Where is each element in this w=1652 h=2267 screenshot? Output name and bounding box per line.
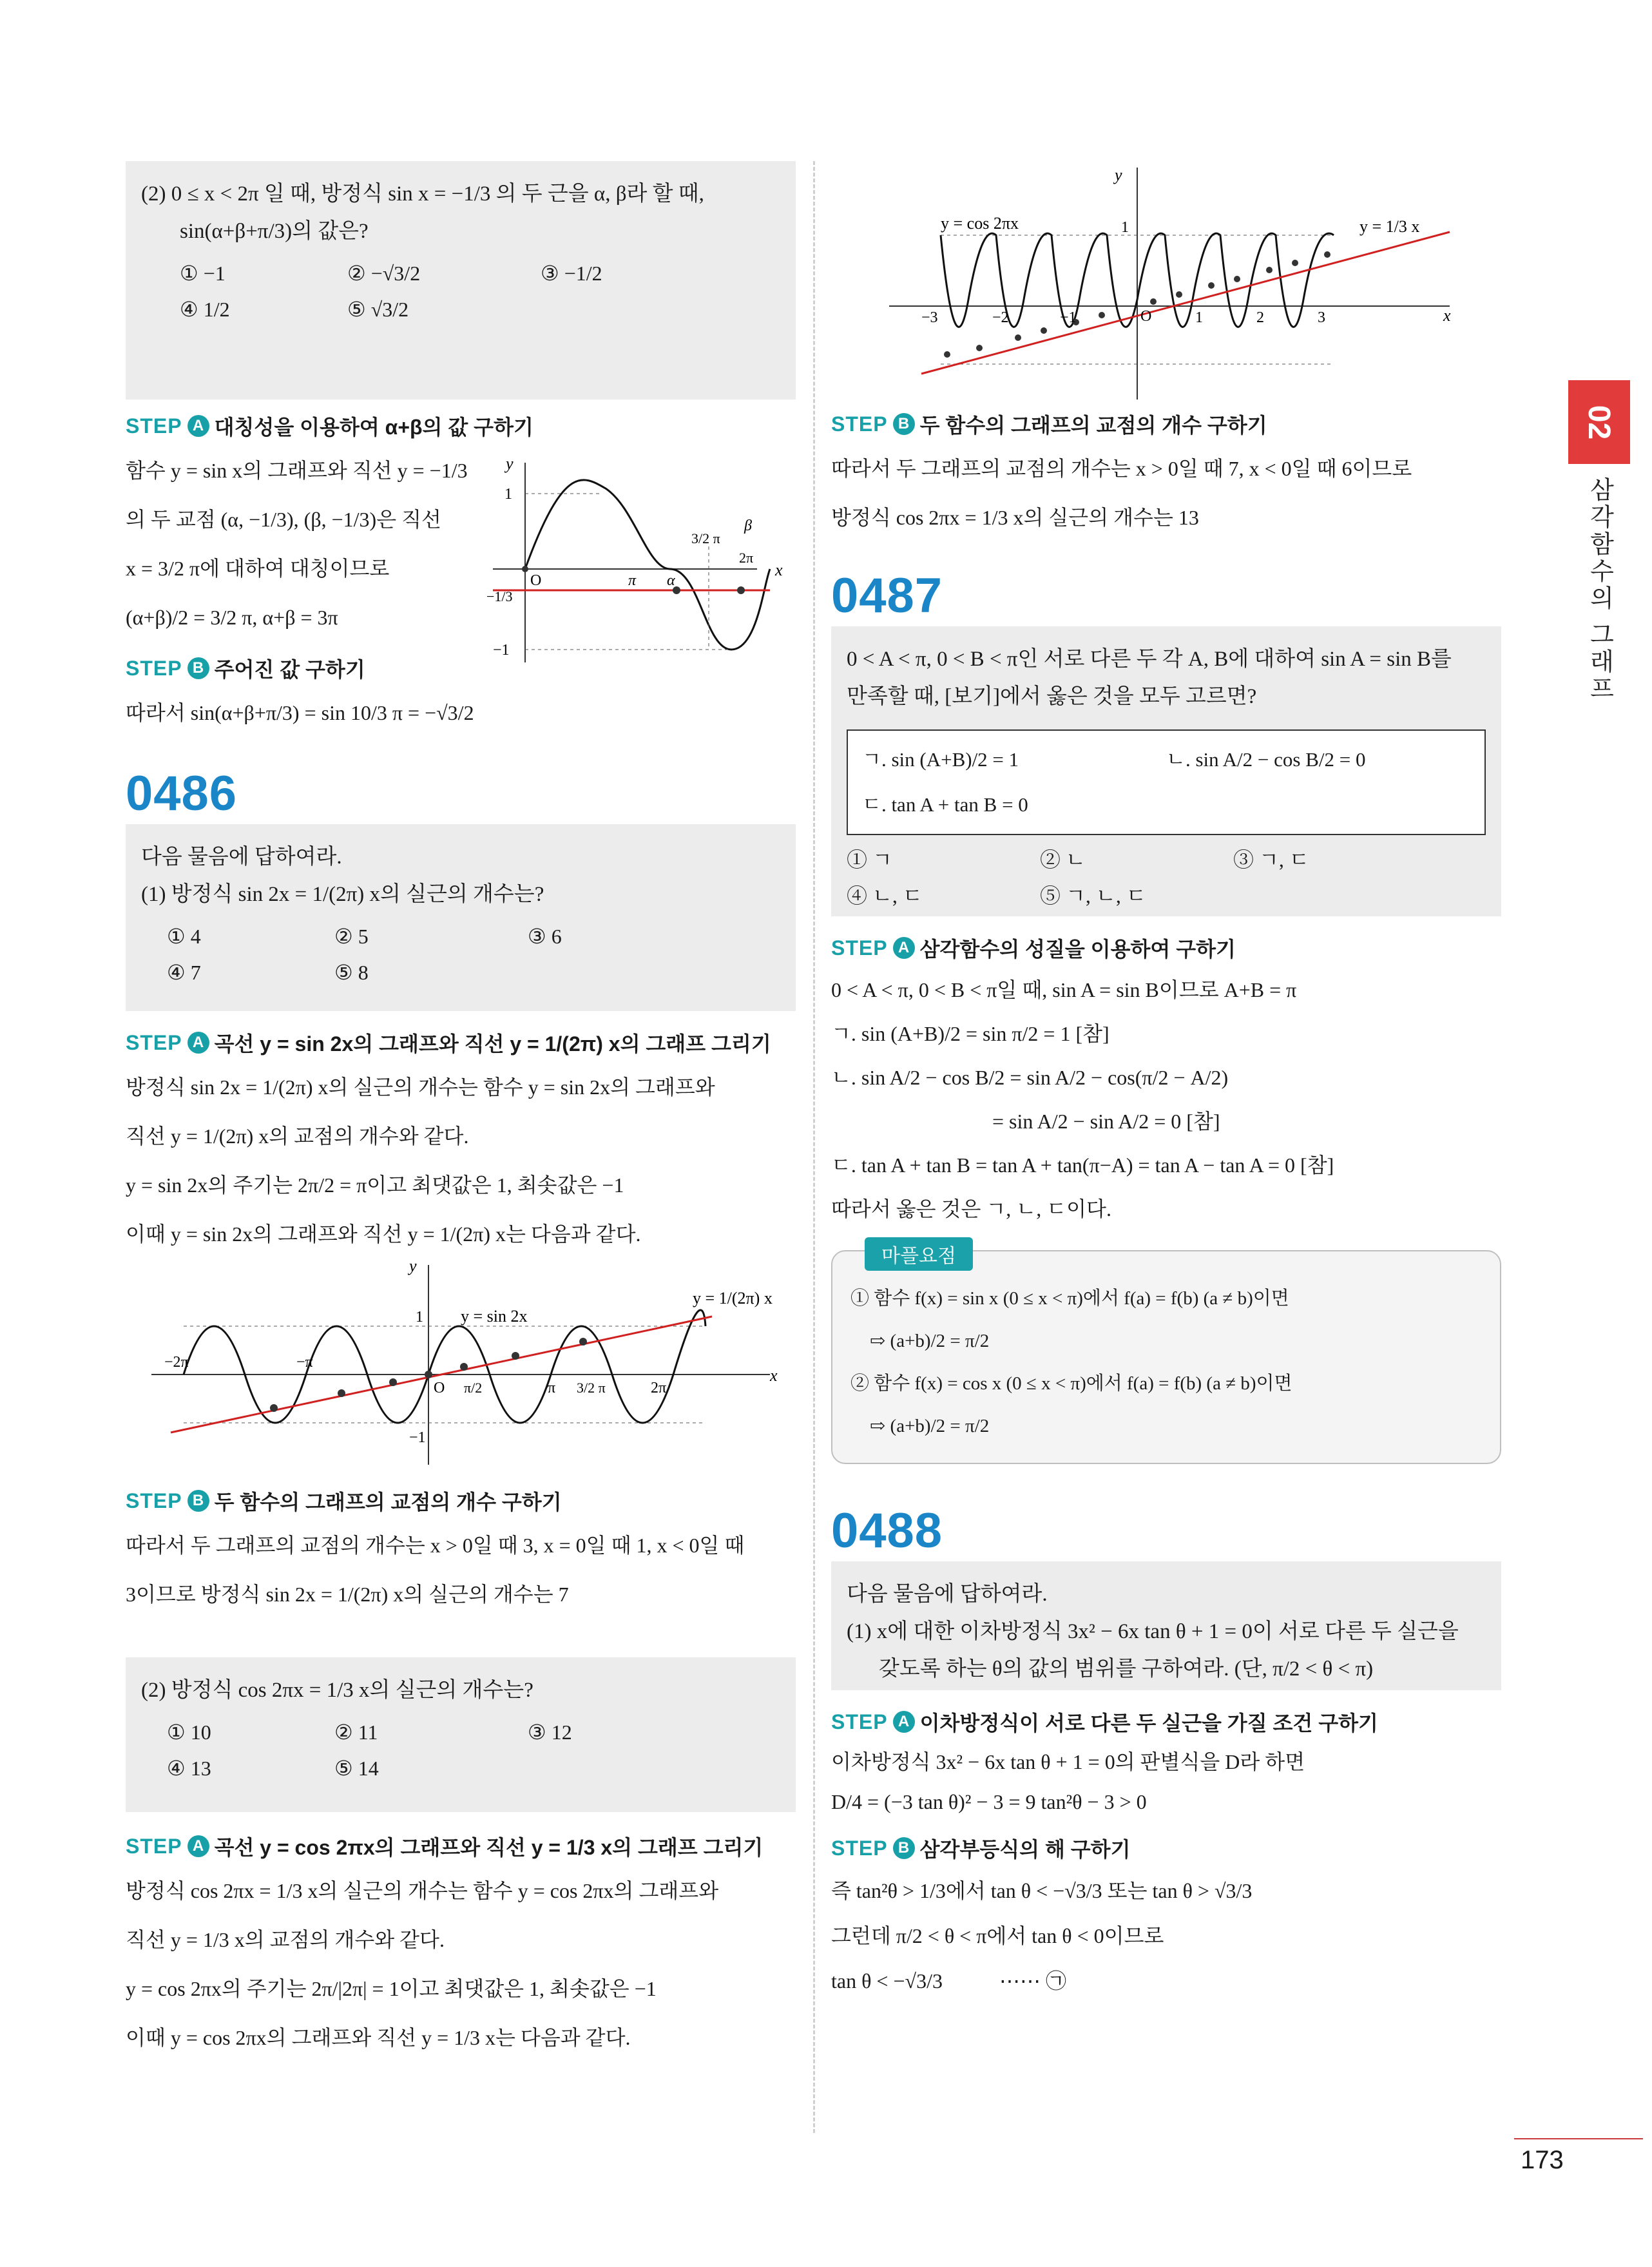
- line-label: y = 1/(2π) x: [693, 1289, 773, 1307]
- choice-1: ① ㄱ: [847, 848, 892, 871]
- solution-line: 방정식 cos 2πx = 1/3 x의 실근의 개수는 함수 y = cos 2πx의 그래프와: [126, 1879, 719, 1902]
- choice-5: ⑤ 8: [334, 961, 369, 984]
- solution-line: 그런데 π/2 < θ < π에서 tan θ < 0이므로: [831, 1924, 1164, 1947]
- curve-label: y = sin 2x: [461, 1307, 528, 1326]
- step-b-heading: [126, 1486, 796, 1516]
- tick-label: 2π: [651, 1380, 667, 1396]
- bogi-row: [862, 737, 1470, 782]
- tick-label: π: [548, 1380, 556, 1396]
- solution-line: 따라서 sin(α+β+π/3) = sin 10/3 π = −√3/2: [126, 701, 474, 724]
- step-a-heading: [831, 1707, 1501, 1737]
- problem-number: 0487: [831, 568, 943, 623]
- question-stem: (2) 0 ≤ x < 2π 일 때, 방정식 sin x = −1/3 의 두 근을 α, β라 할 때,: [141, 182, 704, 206]
- solution-0485-2: [126, 411, 796, 746]
- step-a-heading: [126, 411, 796, 441]
- step-title: 곡선 y = sin 2x의 그래프와 직선 y = 1/(2π) x의 그래프 그리기: [214, 1032, 771, 1056]
- question-stem: (1) 방정식 sin 2x = 1/(2π) x의 실근의 개수는?: [141, 883, 544, 906]
- problem-number: 0488: [831, 1503, 943, 1558]
- line-label: y = 1/3 x: [1359, 217, 1420, 236]
- step-label: STEP: [126, 1489, 182, 1512]
- solution-line: x = 3/2 π에 대하여 대칭이므로: [126, 557, 390, 580]
- tick-label: 3/2 π: [691, 530, 720, 546]
- tick-label: −2π: [164, 1354, 189, 1371]
- intro: 다음 물음에 답하여라.: [847, 1583, 1048, 1606]
- tick-label: π/2: [464, 1380, 483, 1396]
- choice-1: ① 4: [167, 925, 201, 948]
- tick-label: 1: [1195, 309, 1203, 326]
- tick-label: 1: [1121, 219, 1129, 236]
- choice-5: ⑤ 14: [334, 1757, 379, 1780]
- tick-label: −1: [409, 1429, 426, 1446]
- step-title: 삼각부등식의 해 구하기: [919, 1838, 1131, 1861]
- tick-label: 2π: [739, 550, 754, 566]
- step-b-heading: [831, 409, 1501, 439]
- solution-line: 의 두 교점 (α, −1/3), (β, −1/3)은 직선: [126, 508, 441, 531]
- solution-line: (α+β)/2 = 3/2 π, α+β = 3π: [126, 606, 338, 629]
- step-label: STEP: [126, 414, 182, 438]
- solution-line: 이차방정식 3x² − 6x tan θ + 1 = 0의 판별식을 D라 하면: [831, 1750, 1305, 1773]
- choice-1: ① 10: [167, 1721, 211, 1744]
- step-label: STEP: [126, 1834, 182, 1858]
- step-badge: B: [187, 1490, 209, 1512]
- step-badge: A: [893, 937, 915, 959]
- step-badge: A: [187, 1032, 209, 1054]
- step-label: STEP: [831, 1710, 888, 1733]
- solution-line: 즉 tan²θ > 1/3에서 tan θ < −√3/3 또는 tan θ > √3/3: [831, 1879, 1253, 1902]
- axis-label-x: x: [1443, 306, 1451, 325]
- choice-2: ② ㄴ: [1040, 848, 1086, 871]
- point-label: α: [667, 572, 675, 589]
- chapter-title: 삼각함수의 그래프: [1586, 477, 1613, 703]
- step-b-heading: [831, 1833, 1501, 1863]
- choice-2: ② 5: [334, 925, 369, 948]
- step-label: STEP: [126, 656, 182, 680]
- tick-label: 3: [1318, 309, 1325, 326]
- axis-label-x: x: [775, 561, 783, 579]
- solution-line: 따라서 두 그래프의 교점의 개수는 x > 0일 때 3, x = 0일 때 1, x < 0일 때: [126, 1534, 745, 1557]
- solution-line: 따라서 옳은 것은 ㄱ, ㄴ, ㄷ이다.: [831, 1197, 1111, 1220]
- question-stem: (2) 방정식 cos 2πx = 1/3 x의 실근의 개수는?: [141, 1679, 533, 1702]
- solution-line: 직선 y = 1/3 x의 교점의 개수와 같다.: [126, 1928, 445, 1951]
- bogi-item-3: ㄷ. tan A + tan B = 0: [862, 793, 1028, 816]
- tick-label: −1/3: [486, 588, 513, 604]
- origin-label: O: [434, 1380, 445, 1396]
- solution-line: 직선 y = 1/(2π) x의 교점의 개수와 같다.: [126, 1124, 469, 1148]
- bogi-item-2: ㄴ. sin A/2 − cos B/2 = 0: [1166, 748, 1366, 771]
- step-label: STEP: [831, 1836, 888, 1860]
- step-title: 두 함수의 그래프의 교점의 개수 구하기: [214, 1490, 562, 1514]
- solution-line: D/4 = (−3 tan θ)² − 3 = 9 tan²θ − 3 > 0: [831, 1790, 1147, 1813]
- tick-label: 2: [1256, 309, 1264, 326]
- choice-3: ③ 6: [528, 925, 562, 948]
- sine-graph-figure: [486, 456, 783, 669]
- step-label: STEP: [831, 412, 888, 436]
- intro: 다음 물음에 답하여라.: [141, 845, 342, 869]
- solution-line: = sin A/2 − sin A/2 = 0 [참]: [992, 1110, 1220, 1133]
- step-title: 두 함수의 그래프의 교점의 개수 구하기: [919, 414, 1267, 437]
- step-title: 삼각함수의 성질을 이용하여 구하기: [919, 938, 1236, 961]
- tick-label: −π: [296, 1354, 313, 1371]
- axis-label-y: y: [409, 1259, 417, 1275]
- tick-label: −1: [493, 642, 510, 659]
- bogi-row: [862, 782, 1470, 827]
- step-a-heading: [126, 1028, 796, 1057]
- solution-line: y = cos 2πx의 주기는 2π/|2π| = 1이고 최댓값은 1, 최솟값은 −1: [126, 1977, 657, 2000]
- solution-line: ㄱ. sin (A+B)/2 = sin π/2 = 1 [참]: [831, 1022, 1109, 1045]
- choice-list: [847, 842, 1486, 914]
- tick-label: −2: [992, 309, 1009, 326]
- step-title: 이차방정식이 서로 다른 두 실근을 가질 조건 구하기: [919, 1712, 1378, 1735]
- step-title: 곡선 y = cos 2πx의 그래프와 직선 y = 1/3 x의 그래프 그리기: [214, 1836, 764, 1859]
- choice-4: ④ 1/2: [180, 298, 230, 321]
- tick-label: π: [628, 572, 637, 589]
- choice-4: ④ ㄴ, ㄷ: [847, 884, 923, 907]
- left-column: [126, 161, 796, 2062]
- solution-line: tan θ < −√3/3 ⋯⋯ ㉠: [831, 1969, 1066, 1992]
- solution-line: 방정식 sin 2x = 1/(2π) x의 실근의 개수는 함수 y = sin 2x의 그래프와: [126, 1076, 715, 1099]
- solution-line: 이때 y = cos 2πx의 그래프와 직선 y = 1/3 x는 다음과 같다.: [126, 2026, 631, 2049]
- choice-5: ⑤ √3/2: [347, 298, 409, 321]
- choice-3: ③ −1/2: [541, 262, 602, 285]
- chapter-number: 02: [1582, 405, 1617, 439]
- curve-label: y = cos 2πx: [941, 214, 1019, 233]
- column-divider: [813, 161, 815, 2133]
- question-box-0485-2: [126, 161, 796, 400]
- choice-5: ⑤ ㄱ, ㄴ, ㄷ: [1040, 884, 1146, 907]
- solution-line: 따라서 두 그래프의 교점의 개수는 x > 0일 때 7, x < 0일 때 6이므로: [831, 457, 1412, 480]
- question-stem-2: 만족할 때, [보기]에서 옳은 것을 모두 고르면?: [847, 685, 1257, 708]
- step-badge: A: [187, 415, 209, 437]
- question-box-0486-2: [126, 1657, 796, 1812]
- axis-label-y: y: [1115, 166, 1122, 184]
- chapter-tab: [1568, 380, 1630, 464]
- question-stem: 0 < A < π, 0 < B < π인 서로 다른 두 각 A, B에 대하여 sin A = sin B를: [847, 648, 1452, 671]
- solution-line: ㄴ. sin A/2 − cos B/2 = sin A/2 − cos(π/2 − A/2): [831, 1066, 1229, 1089]
- solution-line: ㄷ. tan A + tan B = tan A + tan(π−A) = tan A − tan A = 0 [참]: [831, 1153, 1334, 1177]
- question-stem-2: 갖도록 하는 θ의 값의 범위를 구하여라. (단, π/2 < θ < π): [879, 1657, 1374, 1681]
- step-title: 대칭성을 이용하여 α+β의 값 구하기: [214, 416, 533, 439]
- question-box-0486-1: [126, 824, 796, 1011]
- key-point-box: [831, 1246, 1501, 1464]
- choice-2: ② 11: [334, 1721, 378, 1744]
- choice-3: ③ 12: [528, 1721, 572, 1744]
- choice-list: [141, 1714, 780, 1786]
- key-point-line: ⇨ (a+b)/2 = π/2: [870, 1416, 990, 1436]
- choice-list: [141, 918, 780, 990]
- origin-label: O: [530, 572, 542, 589]
- step-badge: A: [893, 1711, 915, 1733]
- tick-label: 3/2 π: [577, 1380, 606, 1396]
- solution-line: 이때 y = sin 2x의 그래프와 직선 y = 1/(2π) x는 다음과 같다.: [126, 1222, 641, 1246]
- step-badge: B: [187, 657, 209, 679]
- page-number: 173: [1521, 2146, 1564, 2174]
- tick-label: −1: [1060, 309, 1077, 326]
- choice-4: ④ 13: [167, 1757, 211, 1780]
- sin2x-graph-figure: [126, 1259, 796, 1471]
- choice-2: ② −√3/2: [347, 262, 421, 285]
- tick-label: 1: [416, 1309, 423, 1326]
- axis-label-y: y: [506, 456, 514, 473]
- solution-line: 0 < A < π, 0 < B < π일 때, sin A = sin B이므로 A+B = π: [831, 978, 1297, 1001]
- question-stem-2: sin(α+β+π/3)의 값은?: [180, 220, 369, 243]
- solution-line: y = sin 2x의 주기는 2π/2 = π이고 최댓값은 1, 최솟값은 −1: [126, 1173, 624, 1197]
- cos2pix-graph-figure: [831, 161, 1501, 406]
- solution-line: 방정식 cos 2πx = 1/3 x의 실근의 개수는 13: [831, 506, 1199, 529]
- problem-number: 0486: [126, 766, 238, 821]
- question-stem: (1) x에 대한 이차방정식 3x² − 6x tan θ + 1 = 0이 서로 다른 두 실근을: [847, 1620, 1459, 1643]
- step-title: 주어진 값 구하기: [214, 658, 365, 681]
- origin-label: O: [1140, 308, 1152, 325]
- solution-line: 3이므로 방정식 sin 2x = 1/(2π) x의 실근의 개수는 7: [126, 1583, 569, 1606]
- bogi-item-1: ㄱ. sin (A+B)/2 = 1: [862, 748, 1019, 771]
- step-badge: B: [893, 413, 915, 435]
- key-point-line: ① 함수 f(x) = sin x (0 ≤ x < π)에서 f(a) = f(b) (a ≠ b)이면: [850, 1288, 1289, 1309]
- right-column: [831, 161, 1501, 2003]
- point-label: β: [744, 517, 752, 534]
- key-point-tag: 마플요점: [865, 1237, 973, 1271]
- key-point-line: ② 함수 f(x) = cos x (0 ≤ x < π)에서 f(a) = f(b) (a ≠ b)이면: [850, 1373, 1292, 1394]
- tick-label: −3: [921, 309, 938, 326]
- tick-label: 1: [504, 486, 512, 503]
- choice-list: [141, 255, 780, 327]
- axis-label-x: x: [770, 1366, 778, 1385]
- step-label: STEP: [831, 936, 888, 960]
- question-box-0487: [831, 626, 1501, 916]
- solution-line: 함수 y = sin x의 그래프와 직선 y = −1/3: [126, 459, 468, 482]
- step-badge: A: [187, 1835, 209, 1857]
- key-point-line: ⇨ (a+b)/2 = π/2: [870, 1331, 990, 1351]
- step-a-heading: [831, 933, 1501, 963]
- bogi-box: [847, 729, 1486, 835]
- step-a-heading: [126, 1831, 796, 1861]
- choice-3: ③ ㄱ, ㄷ: [1233, 848, 1309, 871]
- choice-1: ① −1: [180, 262, 226, 285]
- page-number-rule: [1514, 2138, 1643, 2139]
- step-badge: B: [893, 1837, 915, 1859]
- step-label: STEP: [126, 1030, 182, 1054]
- choice-4: ④ 7: [167, 961, 201, 984]
- question-box-0488-1: [831, 1561, 1501, 1690]
